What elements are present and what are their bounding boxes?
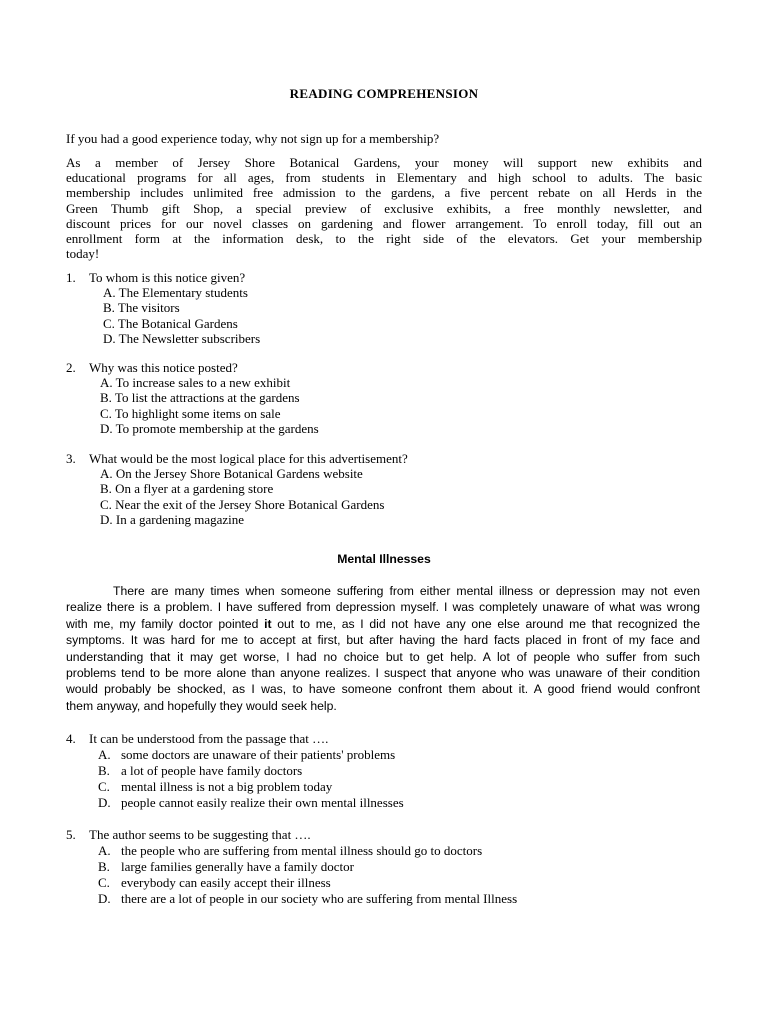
page-title: READING COMPREHENSION xyxy=(289,86,479,101)
answer-option: A. On the Jersey Shore Botanical Gardens website xyxy=(100,466,363,482)
question-text: To whom is this notice given? xyxy=(89,270,246,285)
notice-line: enrollment form at the information desk, to the right side of the elevators. Get your membership xyxy=(66,230,702,246)
notice-line: membership includes unlimited free admission to the gardens, a five percent rebate on all Herds in the xyxy=(66,185,702,201)
option-text: large families generally have a family doctor xyxy=(121,859,354,874)
answer-option: B. To list the attractions at the gardens xyxy=(100,390,300,406)
answer-option: C. To highlight some items on sale xyxy=(100,405,281,421)
answer-option: D. In a gardening magazine xyxy=(100,511,245,527)
option-text: there are a lot of people in our society who are suffering from mental Illness xyxy=(121,891,518,906)
question-stem xyxy=(66,731,706,747)
notice-line: Green Thumb gift Shop, a special preview of exclusive exhibits, a free monthly newsletter, and xyxy=(66,200,702,216)
notice-line: educational programs for all ages, from students in Elementary and high school to adults. The basic xyxy=(66,170,702,186)
passage-line: them anyway, and hopefully they would seek help. xyxy=(66,698,337,713)
option-letter: A. xyxy=(98,843,111,858)
passage-line xyxy=(66,616,700,632)
answer-option xyxy=(66,779,706,795)
option-letter: B. xyxy=(98,859,110,874)
answer-option: D. The Newsletter subscribers xyxy=(103,330,261,346)
question-stem xyxy=(66,827,706,843)
option-letter: C. xyxy=(98,875,110,890)
option-text: some doctors are unaware of their patients' problems xyxy=(121,747,396,762)
answer-option: B. On a flyer at a gardening store xyxy=(100,481,274,497)
question-4 xyxy=(66,731,706,811)
question-stem xyxy=(66,451,706,466)
passage-bold-word: it xyxy=(264,616,272,631)
option-letter: C. xyxy=(98,779,110,794)
question-number: 5. xyxy=(66,827,76,842)
question-1 xyxy=(66,270,706,346)
answer-option xyxy=(66,875,706,891)
answer-option xyxy=(66,843,706,859)
answer-option: C. The Botanical Gardens xyxy=(103,315,238,331)
question-3 xyxy=(66,451,706,527)
passage-line: symptoms. It was hard for me to accept at first, but after having the hard facts placed in front of my face and xyxy=(66,633,700,648)
option-letter: A. xyxy=(98,747,111,762)
question-text: What would be the most logical place for this advertisement? xyxy=(89,451,408,466)
question-text: The author seems to be suggesting that …. xyxy=(89,827,311,842)
answer-option xyxy=(66,891,706,907)
intro-question: If you had a good experience today, why not sign up for a membership? xyxy=(66,131,440,146)
passage-line: realize there is a problem. I have suffered from depression myself. I was completely unaware of what was wrong xyxy=(66,600,700,615)
notice-paragraph xyxy=(66,155,702,261)
reading-passage xyxy=(66,583,700,714)
option-letter: B. xyxy=(98,763,110,778)
answer-option: C. Near the exit of the Jersey Shore Botanical Gardens xyxy=(100,496,385,512)
notice-line: As a member of Jersey Shore Botanical Gardens, your money will support new exhibits and xyxy=(66,155,702,170)
question-stem xyxy=(66,270,706,285)
option-text: people cannot easily realize their own mental illnesses xyxy=(121,795,404,810)
option-text: the people who are suffering from mental illness should go to doctors xyxy=(121,843,483,858)
option-text: mental illness is not a big problem today xyxy=(121,779,333,794)
question-number: 1. xyxy=(66,270,76,285)
question-5 xyxy=(66,827,706,907)
question-stem xyxy=(66,360,706,375)
option-text: a lot of people have family doctors xyxy=(121,763,303,778)
question-text: It can be understood from the passage that …. xyxy=(89,731,329,746)
question-number: 3. xyxy=(66,451,76,466)
passage-line: There are many times when someone suffering from either mental illness or depression may not even xyxy=(113,584,700,598)
answer-option xyxy=(66,859,706,875)
passage-line: understanding that it may get worse, I had no choice but to get help. A lot of people who suffer from such xyxy=(66,649,700,664)
answer-option xyxy=(66,795,706,811)
section-title: Mental Illnesses xyxy=(337,552,431,566)
passage-line: would probably be shocked, as I was, to have someone confront them about it. A good friend would confront xyxy=(66,682,700,697)
answer-option: B. The visitors xyxy=(103,300,180,316)
question-text: Why was this notice posted? xyxy=(89,360,238,375)
passage-line: problems tend to be more alone than anyone realizes. I suspect that anyone who was unaware of their condition xyxy=(66,665,700,680)
answer-option: A. To increase sales to a new exhibit xyxy=(100,375,291,391)
answer-option xyxy=(66,763,706,779)
option-text: everybody can easily accept their illness xyxy=(121,875,331,890)
answer-option: A. The Elementary students xyxy=(103,285,248,301)
option-letter: D. xyxy=(98,891,111,906)
question-number: 4. xyxy=(66,731,76,746)
notice-line: discount prices for our novel classes on gardening and flower arrangement. To enroll today, fill out an xyxy=(66,215,702,231)
answer-option: D. To promote membership at the gardens xyxy=(100,420,319,436)
passage-text: with me, my family doctor pointed xyxy=(66,616,265,631)
answer-option xyxy=(66,747,706,763)
option-letter: D. xyxy=(98,795,111,810)
question-2 xyxy=(66,360,706,436)
notice-line: today! xyxy=(66,246,100,262)
question-number: 2. xyxy=(66,360,76,375)
passage-text: out to me, as I did not have any one else around me that recognized the xyxy=(271,616,700,631)
